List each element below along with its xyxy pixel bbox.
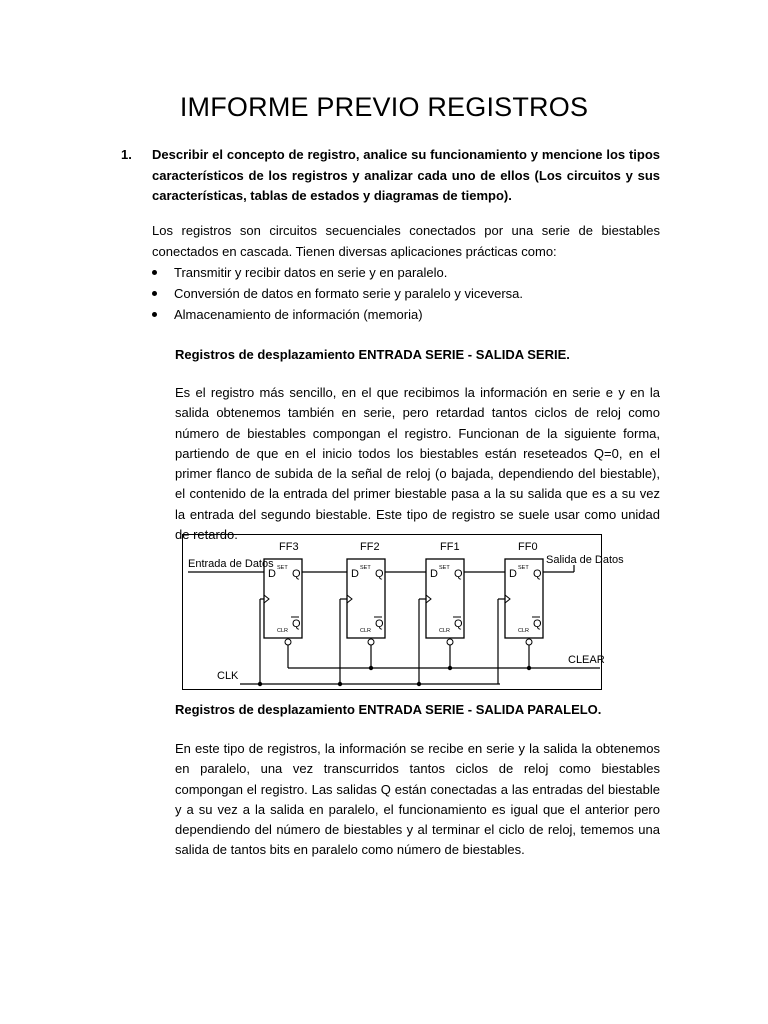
pin-set: SET bbox=[360, 565, 371, 571]
list-item: Transmitir y recibir datos en serie y en paralelo. bbox=[152, 262, 660, 283]
page-title: IMFORME PREVIO REGISTROS bbox=[179, 92, 589, 122]
question-text: Describir el concepto de registro, analice su funcionamiento y mencione los tipos característicos de los registros y analizar cada uno de ellos (Los circuitos y sus características, tablas de estados y diagramas de tiempo). bbox=[152, 147, 660, 203]
flipflop-label: FF2 bbox=[360, 541, 380, 553]
flipflop-label: FF3 bbox=[279, 541, 299, 553]
clk-label: CLK bbox=[217, 670, 239, 682]
intro-paragraph: Los registros son circuitos secuenciales conectados por una serie de biestables conectados en cascada. Tienen diversas aplicaciones prácticas como: bbox=[152, 223, 660, 259]
clock-marker bbox=[505, 595, 510, 603]
flipflop-ff1 bbox=[426, 541, 464, 645]
bullet-icon bbox=[152, 270, 157, 275]
clock-marker bbox=[347, 595, 352, 603]
pin-q: Q bbox=[375, 568, 384, 580]
pin-d: D bbox=[430, 568, 438, 580]
output-label: Salida de Datos bbox=[546, 554, 624, 566]
pin-q: Q bbox=[292, 568, 301, 580]
clear-wires bbox=[288, 645, 600, 668]
pin-clr: CLR bbox=[518, 628, 530, 634]
section1-heading: Registros de desplazamiento ENTRADA SERIE - SALIDA SERIE. bbox=[175, 347, 570, 362]
pin-q: Q bbox=[454, 568, 463, 580]
question-number: 1. bbox=[121, 147, 132, 162]
clock-marker bbox=[426, 595, 431, 603]
pin-set: SET bbox=[439, 565, 450, 571]
pin-d: D bbox=[509, 568, 517, 580]
clear-label: CLEAR bbox=[568, 654, 605, 666]
list-item: Conversión de datos en formato serie y paralelo y viceversa. bbox=[152, 283, 660, 304]
clock-marker bbox=[264, 595, 269, 603]
pin-q: Q bbox=[533, 568, 542, 580]
pin-clr: CLR bbox=[277, 628, 289, 634]
pin-clr: CLR bbox=[439, 628, 451, 634]
bullet-icon bbox=[152, 312, 157, 317]
section2-body: En este tipo de registros, la información se recibe en serie y la salida la obtenemos en paralelo, una vez transcurridos tantos ciclos de reloj como biestables compongan el registro. Las salidas Q están conectadas a las entradas del biestable y a su vez a la salida en paralelo, el funcionamiento es igual que el anterior pero dependiendo del número de biestables y al terminar el ciclo de reloj, tememos una salida de tantos bits en paralelo como número de biestables. bbox=[175, 741, 660, 858]
flipflop-label: FF1 bbox=[440, 541, 460, 553]
applications-list bbox=[152, 262, 660, 325]
clear-bubble bbox=[447, 639, 453, 645]
section1-body: Es el registro más sencillo, en el que recibimos la información en serie e y en la salida obtenemos también en serie, pero retardad tantos ciclos de reloj como número de biestables compongan el registro. Funcionan de la siguiente forma, partiendo de que en el inicio todos los biestables están reseteados Q=0, en el primer flanco de subida de la señal de reloj (o bajada, dependiendo del biestable), el contenido de la entrada del primer biestable pasa a la su salida que es a su vez la entrada del segundo biestable. Este tipo de registro se suele usar como unidad de retardo. bbox=[175, 385, 660, 543]
pin-qbar: Q bbox=[533, 618, 542, 630]
pin-qbar: Q bbox=[454, 618, 463, 630]
pin-set: SET bbox=[518, 565, 529, 571]
input-label: Entrada de Datos bbox=[188, 558, 274, 570]
flipflop-ff2 bbox=[347, 541, 385, 645]
shift-register-diagram bbox=[182, 534, 624, 690]
pin-d: D bbox=[351, 568, 359, 580]
clear-bubble bbox=[368, 639, 374, 645]
flipflop-label: FF0 bbox=[518, 541, 538, 553]
flipflop-ff3 bbox=[264, 541, 302, 645]
clear-bubble bbox=[285, 639, 291, 645]
list-item: Almacenamiento de información (memoria) bbox=[152, 304, 660, 325]
pin-set: SET bbox=[277, 565, 288, 571]
section2-heading: Registros de desplazamiento ENTRADA SERIE - SALIDA PARALELO. bbox=[175, 702, 602, 717]
clear-bubble bbox=[526, 639, 532, 645]
pin-d: D bbox=[268, 568, 276, 580]
pin-clr: CLR bbox=[360, 628, 372, 634]
bullet-icon bbox=[152, 291, 157, 296]
flipflop-ff0 bbox=[505, 541, 543, 645]
pin-qbar: Q bbox=[375, 618, 384, 630]
pin-qbar: Q bbox=[292, 618, 301, 630]
